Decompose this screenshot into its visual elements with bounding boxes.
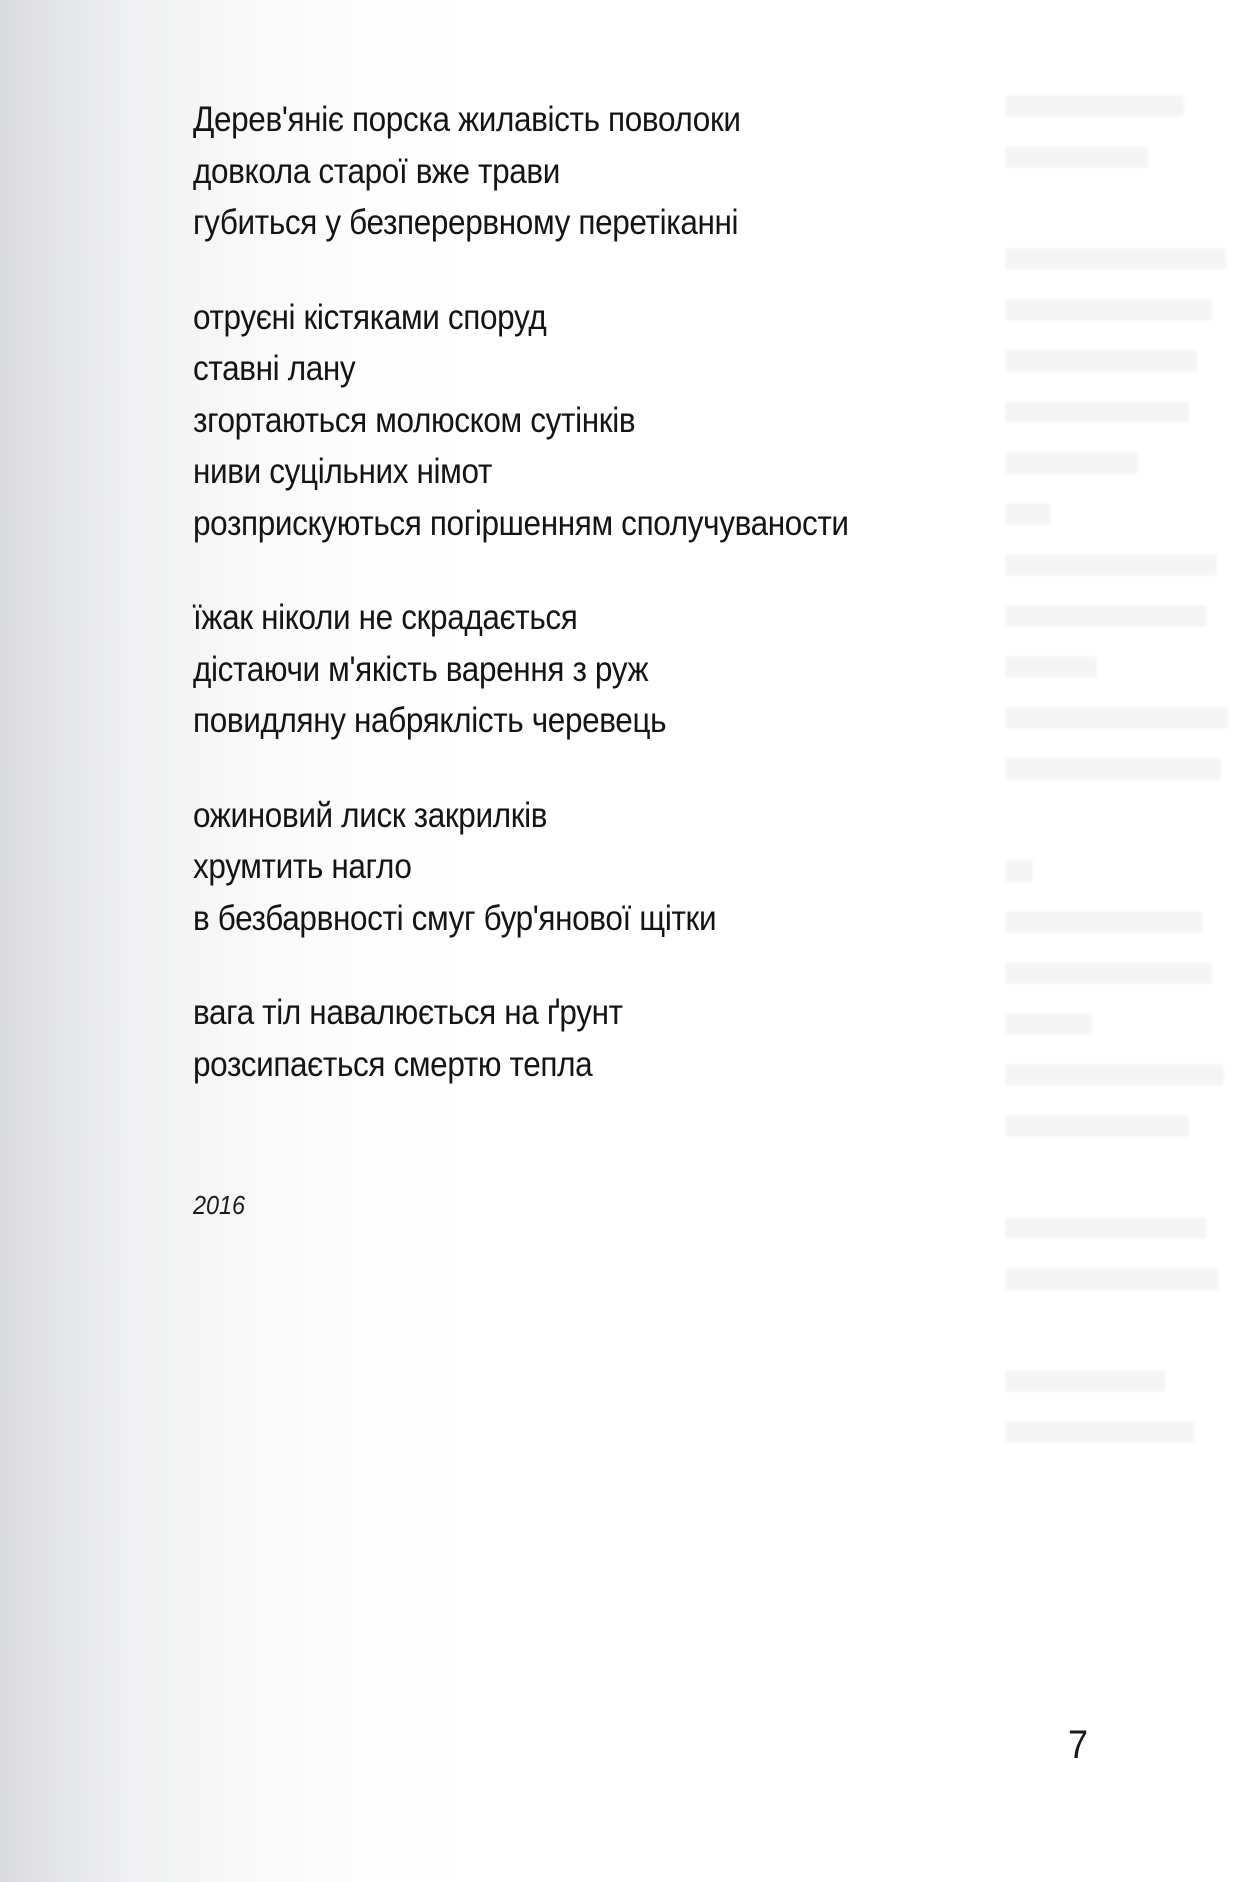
poem-line: губиться у безперервному перетіканні — [193, 203, 739, 242]
stanza-1 — [193, 94, 1053, 249]
poem-line: хрумтить нагло — [193, 847, 412, 886]
poem-line: в безбарвності смуг бур'янової щітки — [193, 898, 717, 938]
poem-line: розприскуються погіршенням сполучуваности — [193, 503, 849, 543]
poem-line: згортаються молюском сутінків — [193, 400, 636, 440]
poem-line: довкола старої вже трави — [193, 151, 561, 191]
poem-line: отруєні кістяками споруд — [193, 297, 547, 337]
stanza-3 — [193, 592, 1053, 747]
page-number: 7 — [1068, 1723, 1089, 1767]
poem-line: ставні лану — [193, 349, 356, 388]
poem-line: розсипається смертю тепла — [193, 1044, 593, 1084]
poem-line: Дерев'яніє порска жилавість поволоки — [193, 100, 741, 139]
stanza-5 — [193, 987, 1053, 1090]
poem-year: 2016 — [193, 1190, 246, 1220]
poem-line: ниви суцільних німот — [193, 452, 493, 491]
poem-line: дістаючи м'якість варення з руж — [193, 649, 649, 689]
poem-line: їжак ніколи не скрадається — [193, 598, 578, 637]
poem — [193, 94, 1053, 1133]
stanza-4 — [193, 790, 1053, 945]
stanza-2 — [193, 292, 1053, 550]
poem-line: повидляну набряклість черевець — [193, 701, 667, 740]
poem-line: вага тіл навалюється на ґрунт — [193, 993, 623, 1032]
poem-line: ожиновий лиск закрилків — [193, 795, 548, 835]
